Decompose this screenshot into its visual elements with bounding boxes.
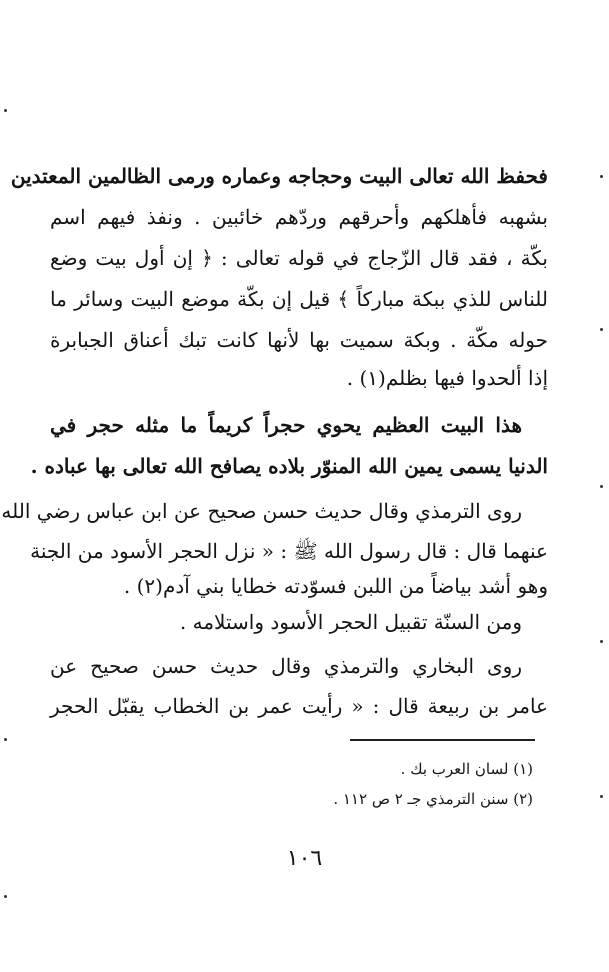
text-line: بشهبه فأهلكهم وأحرقهم وردّهم خائبين . ونفذ فيهم اسم — [50, 205, 548, 229]
scan-speck — [600, 485, 603, 488]
text-line: إذا ألحدوا فيها بظلم(١) . — [346, 366, 548, 390]
text-line: فحفظ الله تعالى البيت وحجاجه وعماره ورمى الظالمين المعتدين — [10, 164, 548, 188]
footnote: (٢) سنن الترمذي جـ ٢ ص ١١٢ . — [333, 790, 533, 808]
scan-speck — [600, 795, 603, 798]
text-line: روى الترمذي وقال حديث حسن صحيح عن ابن عباس رضي الله — [1, 499, 522, 523]
text-line: حوله مكّة . وبكة سميت بها لأنها كانت تبك أعناق الجبابرة — [50, 328, 548, 352]
scan-speck — [4, 895, 7, 898]
scan-speck — [600, 640, 603, 643]
body-text — [1, 0, 548, 720]
scan-speck — [4, 109, 7, 112]
scan-speck — [600, 328, 603, 331]
text-line: عامر بن ربيعة قال : « رأيت عمر بن الخطاب يقبّل الحجر — [50, 694, 548, 718]
text-line: ومن السنّة تقبيل الحجر الأسود واستلامه . — [179, 610, 522, 634]
text-line: هذا البيت العظيم يحوي حجراً كريماً ما مثله حجر في — [50, 413, 522, 437]
text-line: الدنيا يسمى يمين الله المنوّر بلاده يصافح الله تعالى بها عباده . — [30, 454, 548, 478]
text-line: وهو أشد بياضاً من اللبن فسوّدته خطايا بني آدم(٢) . — [123, 574, 548, 598]
text-line: للناس للذي ببكة مباركاً ﴾ قيل إن بكّة موضع البيت وسائر ما — [50, 287, 548, 311]
text-line: عنهما قال : قال رسول الله ﷺ : « نزل الحجر الأسود من الجنة — [30, 539, 548, 563]
text-line: بكّة ، فقد قال الزّجاج في قوله تعالى : ﴿ إن أول بيت وضع — [50, 246, 548, 270]
scan-speck — [600, 175, 603, 178]
text-line: روى البخاري والترمذي وقال حديث حسن صحيح عن — [50, 654, 522, 678]
page-number: ١٠٦ — [286, 846, 323, 871]
footnote-separator — [350, 739, 535, 741]
footnote: (١) لسان العرب بك . — [400, 760, 533, 778]
scan-speck — [4, 738, 7, 741]
